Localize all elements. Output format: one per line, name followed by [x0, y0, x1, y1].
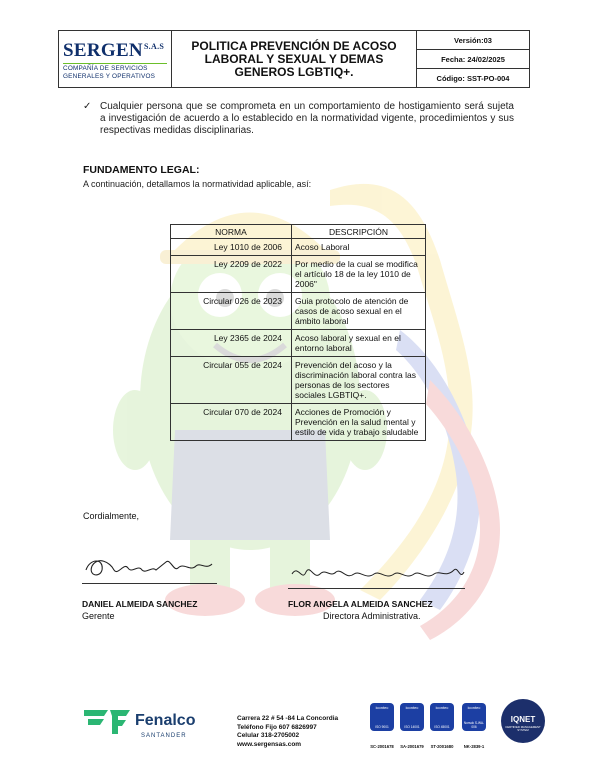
iqnet-name: IQNET: [510, 715, 536, 724]
cert-standard: ISO 9001: [375, 725, 389, 729]
contact-address: Carrera 22 # 54 -84 La Concordia: [237, 715, 339, 722]
iqnet-badge: [501, 699, 545, 743]
icontec-badge: [370, 703, 394, 731]
descripcion-cell: Acciones de Promoción y Prevención en la salud mental y estilo de vida y trabajo saludable: [292, 404, 426, 441]
icontec-badge: [430, 703, 454, 731]
signer-role-directora: Directora Administrativa.: [323, 611, 421, 621]
logo-tagline-2: GENERALES Y OPERATIVOS: [63, 73, 156, 80]
cert-code: NK-2839-1: [463, 744, 485, 749]
contact-web: www.sergensas.com: [237, 740, 302, 748]
norma-cell: Circular 070 de 2024: [171, 404, 292, 441]
iqnet-sub: CERTIFIED MANAGEMENT SYSTEM: [505, 725, 541, 733]
signature-gerente: [80, 552, 220, 580]
table-row: [171, 357, 426, 404]
cert-brand: icontec: [435, 705, 449, 710]
norma-cell: Ley 2209 de 2022: [171, 256, 292, 293]
legal-intro: A continuación, detallamos la normatividad aplicable, así:: [83, 179, 312, 189]
signer-name-gerente: DANIEL ALMEIDA SANCHEZ: [82, 599, 198, 609]
cert-code: ST-2001680: [430, 744, 454, 749]
table-row: [171, 404, 426, 441]
norma-cell: Ley 2365 de 2024: [171, 330, 292, 357]
norma-cell: Ley 1010 de 2006: [171, 239, 292, 256]
table-row: [171, 293, 426, 330]
cert-brand: icontec: [467, 705, 481, 710]
company-logo: [59, 31, 172, 87]
icontec-badge: [462, 703, 486, 731]
logo-suffix: S.A.S: [143, 42, 165, 51]
cert-code: SC-2001678: [370, 744, 394, 749]
contact-phone: Teléfono Fijo 607 6826997: [237, 723, 317, 731]
cert-brand: icontec: [405, 705, 419, 710]
date-cell: Fecha: 24/02/2025: [417, 49, 529, 68]
fenalco-logo-icon: [82, 706, 132, 736]
signature-directora: [288, 560, 468, 586]
signer-role-gerente: Gerente: [82, 611, 115, 621]
signature-line-directora: [288, 588, 465, 589]
norms-table: [170, 224, 426, 441]
code-cell: Código: SST-PO-004: [417, 68, 529, 87]
legal-heading: FUNDAMENTO LEGAL:: [83, 164, 200, 176]
norma-cell: Circular 055 de 2024: [171, 357, 292, 404]
document-meta: [417, 31, 529, 87]
cert-code: SA-2001679: [400, 744, 424, 749]
norma-cell: Circular 026 de 2023: [171, 293, 292, 330]
table-header-descripcion: DESCRIPCIÓN: [292, 225, 426, 239]
descripcion-cell: Prevención del acoso y la discriminación laboral contra las personas de los sectores sociales LGBTIQ+.: [292, 357, 426, 404]
cert-brand: icontec: [375, 705, 389, 710]
cert-standard: ISO 45001: [434, 725, 450, 729]
icontec-badge: [400, 703, 424, 731]
signer-name-directora: FLOR ANGELA ALMEIDA SANCHEZ: [288, 599, 433, 609]
table-header-norma: NORMA: [171, 225, 292, 239]
logo-wordmark: SERGEN: [63, 40, 143, 61]
descripcion-cell: Acoso laboral y sexual en el entorno laboral: [292, 330, 426, 357]
closing-salutation: Cordialmente,: [83, 511, 140, 521]
document-title: POLITICA PREVENCIÓN DE ACOSO LABORAL Y SEXUAL Y DEMAS GENEROS LGBTIQ+.: [172, 31, 417, 87]
checkmark-icon: ✓: [83, 101, 92, 112]
fenalco-name: Fenalco: [135, 712, 196, 729]
fenalco-sub: SANTANDER: [141, 733, 187, 739]
descripcion-cell: Acoso Laboral: [292, 239, 426, 256]
signature-line-gerente: [82, 583, 217, 584]
table-row: [171, 330, 426, 357]
bullet-text: Cualquier persona que se comprometa en un comportamiento de hostigamiento será sujeta a investigación de acuerdo a lo establecido en la normatividad vigente, procedimientos y sus respectivas medidas disciplinarias.: [100, 101, 514, 136]
table-row: [171, 239, 426, 256]
version-cell: Versión:03: [454, 35, 492, 45]
descripcion-cell: Guia protocolo de atención de casos de acoso sexual en el ámbito laboral: [292, 293, 426, 330]
table-row: [171, 256, 426, 293]
descripcion-cell: Por medio de la cual se modifica el artículo 18 de la ley 1010 de 2006": [292, 256, 426, 293]
cert-standard: Norsok S-WA-006: [463, 721, 485, 729]
logo-tagline-1: COMPAÑÍA DE SERVICIOS: [63, 65, 148, 72]
document-header: [58, 30, 530, 88]
cert-standard: ISO 14001: [404, 725, 420, 729]
hostigamiento-bullet: [83, 101, 514, 137]
contact-cell: Celular 318-2705002: [237, 732, 300, 739]
contact-block: [237, 715, 338, 749]
